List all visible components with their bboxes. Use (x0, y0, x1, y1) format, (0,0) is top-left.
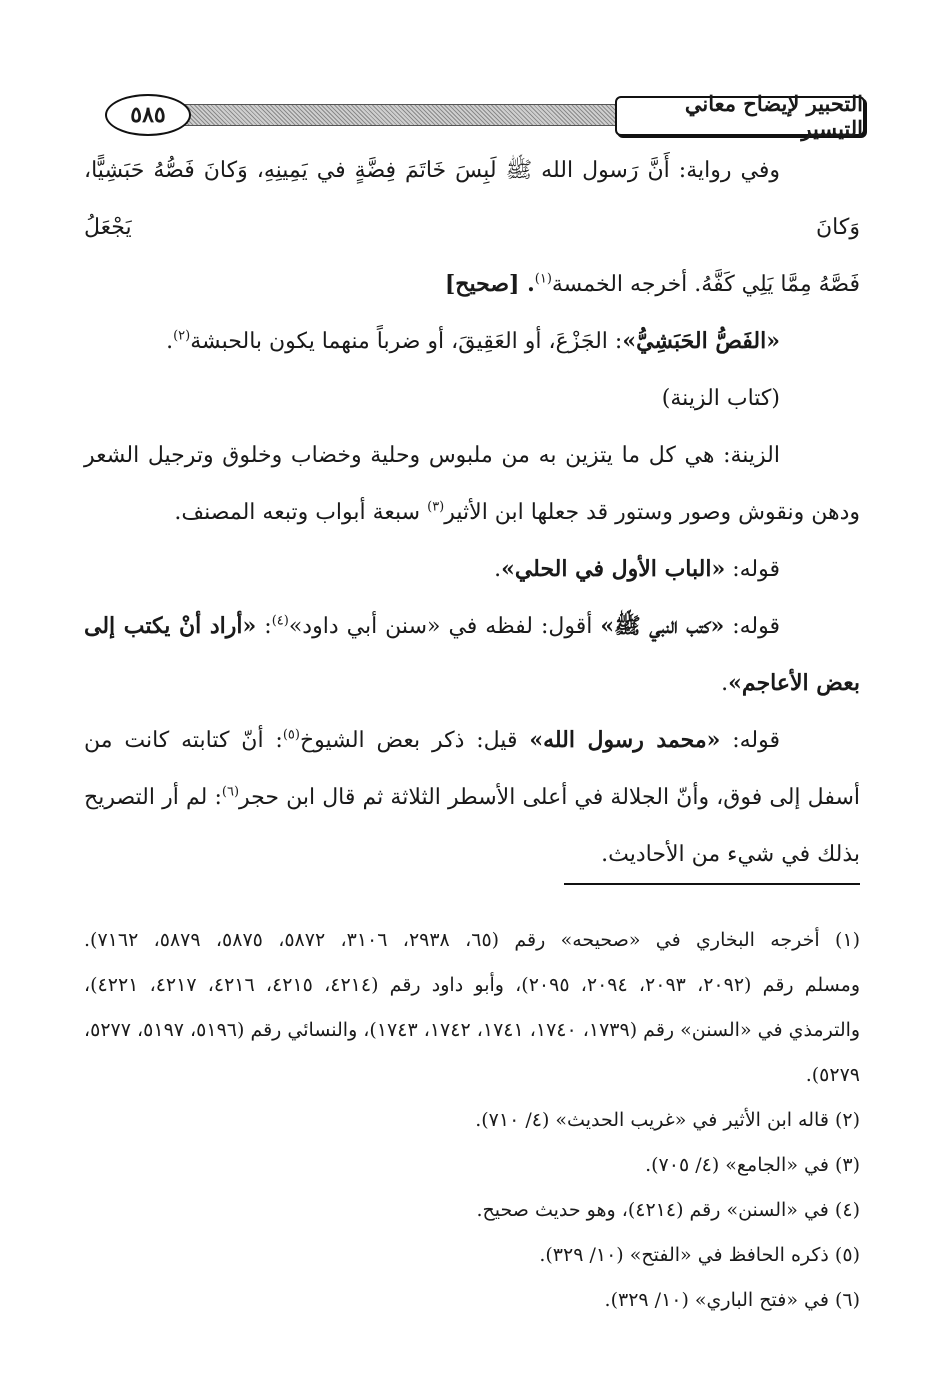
footnote-5: (٥) ذكره الحافظ في «الفتح» (١٠/ ٣٢٩). (539, 1244, 860, 1266)
footnote-ref-3[interactable]: (٣) (427, 499, 445, 515)
text: الزينة: هي كل ما يتزين به من ملبوس وحلية وخضاب وخلوق وترجيل الشعر ودهن ونقوش وصور وستور قد جعلها ابن الأثير (84, 443, 860, 525)
quoted-phrase: «الباب الأول في الحلي» (501, 556, 726, 582)
footnote-3: (٣) في «الجامع» (٤/ ٧٠٥). (645, 1154, 860, 1176)
page-number: ٥٨٥ (105, 94, 191, 136)
text: وفي رواية: أَنَّ رَسول الله ﷺ لَبِسَ خَاتَمَ فِضَّةٍ في يَمِينِهِ، وَكانَ فَصُّهُ حَبَشِيًّا، وَكانَ يَجْعَلُ (84, 158, 860, 240)
paragraph-kutub (84, 598, 860, 712)
footnote-ref-2[interactable]: (٢) (173, 328, 191, 344)
text: . (494, 557, 502, 582)
quoted-phrase: «أراد أنْ يكتب إلى بعض الأعاجم» (84, 613, 860, 696)
running-header (93, 91, 865, 141)
text: فَصَّهُ مِمَّا يَلِي كَفَّهُ. أخرجه الخمسة (551, 272, 860, 297)
quoted-phrase: «محمد رسول الله» (529, 727, 721, 753)
footnotes (84, 918, 860, 1323)
text: قيل: ذكر بعض الشيوخ (299, 728, 530, 753)
footnote-4: (٤) في «السنن» رقم (٤٢١٤)، وهو حديث صحيح. (476, 1199, 860, 1221)
paragraph-riwaya-line1 (84, 142, 860, 256)
quoted-phrase: «كتب النبي ﷺ» (600, 613, 725, 639)
text: : أنّ كتابته كانت من أسفل إلى فوق، وأنّ الجلالة في أعلى الأسطر الثلاثة ثم قال ابن حجر (84, 728, 861, 810)
paragraph-bab-awwal (84, 541, 860, 598)
footnote-ref-5[interactable]: (٥) (282, 727, 300, 743)
footnote-1-cont: ومسلم رقم (٢٠٩٢، ٢٠٩٣، ٢٠٩٤، ٢٠٩٥)، وأبو داود رقم (٤٢١٤، ٤٢١٥، ٤٢١٦، ٤٢١٧، ٤٢٢١)، والترمذي في «السنن» رقم (١٧٣٩، ١٧٤٠، ١٧٤١، ١٧٤٢، ١٧٤٣)، والنسائي رقم (٥١٩٦، ٥١٩٧، ٥٢٧٧، ٥٢٧٩). (84, 974, 861, 1086)
footnote-ref-1[interactable]: (١) (534, 271, 552, 287)
text: قوله: (724, 614, 780, 639)
book-title: التحبير لإيضاح معاني التيسير (615, 96, 865, 136)
grade-label: . [صحيح] (444, 271, 535, 297)
footnote-2: (٢) قاله ابن الأثير في «غريب الحديث» (٤/ ٧١٠). (475, 1109, 860, 1131)
section-heading: (كتاب الزينة) (661, 386, 780, 411)
text: قوله: (720, 728, 781, 753)
paragraph-gloss: «الفَصُّ الحَبَشِيُّ»: الجَزْعَ، أو العَقِيقَ، أو ضرباً منهما يكون بالحبشة$^{(٢)}$. (166, 328, 780, 354)
footnote-ref-4[interactable]: (٤) (271, 613, 289, 629)
header-decorative-band (133, 104, 625, 126)
main-text (84, 142, 860, 883)
paragraph-riwaya-line2 (84, 256, 860, 313)
paragraph-muhammad (84, 712, 860, 883)
text: : الجَزْعَ، أو العَقِيقَ، أو ضرباً منهما يكون بالحبشة (190, 329, 623, 354)
footnote-6: (٦) في «فتح الباري» (١٠/ ٣٢٩). (604, 1289, 860, 1311)
paragraph-zina (84, 427, 860, 541)
footnote-ref-6[interactable]: (٦) (221, 784, 240, 800)
footnote-1-line1: (١) أخرجه البخاري في «صحيحه» رقم (٦٥، ٢٩٣٨، ٣١٠٦، ٥٨٧٢، ٥٨٧٥، ٥٨٧٩، ٧١٦٢). (84, 929, 861, 951)
text: : (256, 614, 272, 639)
footnote-separator (564, 883, 860, 885)
text: . (721, 671, 729, 696)
text: قوله: (725, 557, 780, 582)
text: سبعة أبواب وتبعه المصنف. (174, 500, 428, 525)
text: أقول: لفظه في «سنن أبي داود» (288, 614, 601, 639)
text: : لم أر التصريح بذلك في شيء من الأحاديث. (84, 785, 860, 867)
glossed-term: «الفَصُّ الحَبَشِيُّ» (622, 328, 780, 354)
